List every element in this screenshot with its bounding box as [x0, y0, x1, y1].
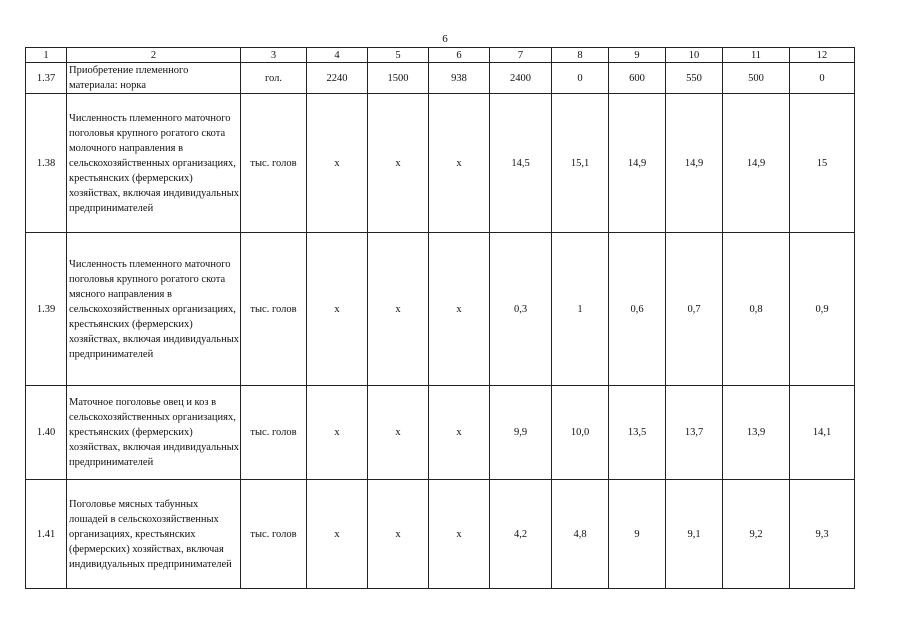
column-header: 8: [552, 48, 609, 63]
row-value: 1: [552, 233, 609, 386]
row-value: 10,0: [552, 386, 609, 480]
row-value: x: [307, 94, 368, 233]
row-unit: тыс. голов: [241, 94, 307, 233]
table-row: [26, 480, 855, 589]
row-value: 938: [429, 63, 490, 94]
row-id: 1.40: [26, 386, 67, 480]
row-id: 1.39: [26, 233, 67, 386]
row-value: x: [429, 94, 490, 233]
column-header: 12: [790, 48, 855, 63]
row-value: 0,7: [666, 233, 723, 386]
row-value: 9: [609, 480, 666, 589]
row-name: Маточное поголовье овец и коз в сельскохозяйственных организациях, крестьянских (фермерских) хозяйствах, включая индивидуальных предпринимателей: [67, 386, 241, 480]
row-value: 9,3: [790, 480, 855, 589]
row-value: x: [307, 480, 368, 589]
row-id: 1.41: [26, 480, 67, 589]
row-value: x: [368, 480, 429, 589]
row-value: x: [307, 386, 368, 480]
row-value: 14,9: [723, 94, 790, 233]
row-value: 0: [790, 63, 855, 94]
column-header: 1: [26, 48, 67, 63]
row-name: Численность племенного маточного поголовья крупного рогатого скота мясного направления в сельскохозяйственных организациях, крестьянских (фермерских) хозяйствах, включая индивидуальных предпринимателей: [67, 233, 241, 386]
row-unit: тыс. голов: [241, 233, 307, 386]
row-value: 14,9: [666, 94, 723, 233]
row-value: 0: [552, 63, 609, 94]
row-id: 1.38: [26, 94, 67, 233]
row-value: 9,1: [666, 480, 723, 589]
row-value: 4,8: [552, 480, 609, 589]
column-header: 2: [67, 48, 241, 63]
row-unit: тыс. голов: [241, 386, 307, 480]
row-unit: тыс. голов: [241, 480, 307, 589]
table-row: [26, 386, 855, 480]
row-value: 550: [666, 63, 723, 94]
column-number-row: [26, 48, 855, 63]
table-row: [26, 94, 855, 233]
row-value: 600: [609, 63, 666, 94]
table-row: [26, 63, 855, 94]
row-value: 13,7: [666, 386, 723, 480]
row-value: 500: [723, 63, 790, 94]
row-name: Поголовье мясных табунных лошадей в сельскохозяйственных организациях, крестьянских (фермерских) хозяйствах, включая индивидуальных предпринимателей: [67, 480, 241, 589]
row-value: 0,3: [490, 233, 552, 386]
page-number: 6: [442, 33, 448, 45]
column-header: 6: [429, 48, 490, 63]
row-name: Численность племенного маточного поголовья крупного рогатого скота молочного направления в сельскохозяйственных организациях, крестьянских (фермерских) хозяйствах, включая индивидуальных предпринимателей: [67, 94, 241, 233]
row-value: 15,1: [552, 94, 609, 233]
row-name: Приобретение племенного материала: норка: [67, 63, 241, 94]
row-value: 4,2: [490, 480, 552, 589]
column-header: 11: [723, 48, 790, 63]
row-value: 9,9: [490, 386, 552, 480]
row-unit: гол.: [241, 63, 307, 94]
column-header: 9: [609, 48, 666, 63]
row-value: 13,5: [609, 386, 666, 480]
row-value: x: [429, 480, 490, 589]
row-value: 14,9: [609, 94, 666, 233]
indicators-table: [25, 47, 855, 589]
row-value: 0,9: [790, 233, 855, 386]
row-value: x: [368, 94, 429, 233]
row-value: 15: [790, 94, 855, 233]
row-id: 1.37: [26, 63, 67, 94]
row-value: 2240: [307, 63, 368, 94]
column-header: 7: [490, 48, 552, 63]
column-header: 10: [666, 48, 723, 63]
row-value: 14,5: [490, 94, 552, 233]
row-value: 2400: [490, 63, 552, 94]
row-value: 0,8: [723, 233, 790, 386]
row-value: x: [429, 386, 490, 480]
row-value: 0,6: [609, 233, 666, 386]
table-row: [26, 233, 855, 386]
row-value: x: [307, 233, 368, 386]
row-value: 13,9: [723, 386, 790, 480]
row-value: 1500: [368, 63, 429, 94]
row-value: x: [429, 233, 490, 386]
column-header: 4: [307, 48, 368, 63]
row-value: x: [368, 386, 429, 480]
row-value: x: [368, 233, 429, 386]
row-value: 14,1: [790, 386, 855, 480]
column-header: 5: [368, 48, 429, 63]
row-value: 9,2: [723, 480, 790, 589]
column-header: 3: [241, 48, 307, 63]
